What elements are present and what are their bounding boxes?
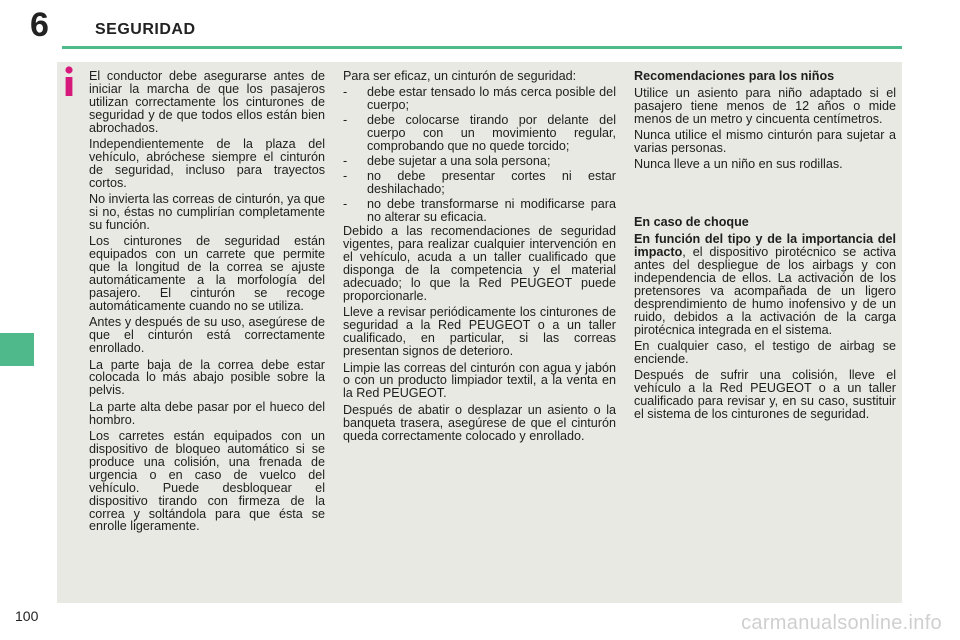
impact-lead-rest: , el dispositivo pirotécnico se activa antes del despliegue de los airbags y con independencia de ellos. La activación de los pretensores va acompañada de un ligero desprendimiento de humo inofensivo y de un ruido, debidos a la activación de la carga pirotécnica integrada en el sistema. <box>634 245 896 337</box>
paragraph: Limpie las correas del cinturón con agua y jabón o con un producto limpiador textil, a la venta en la Red PEUGEOT. <box>343 360 616 401</box>
chapter-side-tab <box>0 333 34 366</box>
column-left <box>89 70 325 537</box>
list-item-text: debe colocarse tirando por delante del cuerpo con un movimiento regular, comprobando que no quede torcido; <box>367 113 616 154</box>
list-item <box>343 86 616 112</box>
chapter-number: 6 <box>30 6 49 44</box>
paragraph: El conductor debe asegurarse antes de iniciar la marcha de que los pasajeros utilizan correctamente los cinturones de seguridad y de que todos ellos están bien abrochados. <box>89 69 325 135</box>
column-right <box>634 70 896 424</box>
requirements-list <box>343 86 616 223</box>
list-item-text: no debe transformarse ni modificarse para no alterar su eficacia. <box>367 196 616 224</box>
list-item-text: debe estar tensado lo más cerca posible del cuerpo; <box>367 85 616 113</box>
paragraph: La parte alta debe pasar por el hueco del hombro. <box>89 399 325 427</box>
paragraph <box>634 233 896 336</box>
paragraph: La parte baja de la correa debe estar colocada lo más abajo posible sobre la pelvis. <box>89 357 325 398</box>
paragraph: Utilice un asiento para niño adaptado si el pasajero tiene menos de 12 años o mide menos de un metro y cincuenta centímetros. <box>634 85 896 126</box>
column-middle <box>343 70 616 446</box>
paragraph: Antes y después de su uso, asegúrese de que el cinturón está correctamente enrollado. <box>89 315 325 356</box>
watermark: carmanualsonline.info <box>741 612 942 634</box>
paragraph: En cualquier caso, el testigo de airbag se enciende. <box>634 339 896 366</box>
list-dash: - <box>343 85 348 100</box>
info-icon <box>59 63 79 99</box>
list-dash: - <box>343 113 348 128</box>
paragraph: Nunca lleve a un niño en sus rodillas. <box>634 157 843 172</box>
header-rule <box>62 46 902 49</box>
paragraph: Lleve a revisar periódicamente los cinturones de seguridad a la Red PEUGEOT o a un taller cualificado, en particular, si las correas presentan signos de deterioro. <box>343 305 616 359</box>
paragraph: Independientemente de la plaza del vehículo, abróchese siempre el cinturón de seguridad, incluso para trayectos cortos. <box>89 137 325 190</box>
paragraph: Después de sufrir una colisión, lleve el vehículo a la Red PEUGEOT o a un taller cualificado para revisar y, en su caso, sustituir el sistema de los cinturones de seguridad. <box>634 368 896 422</box>
paragraph: Debido a las recomendaciones de seguridad vigentes, para realizar cualquier intervención en el vehículo, acuda a un taller cualificado que disponga de la competencia y el material adecuado; lo que la Red PEUGEOT puede proporcionarle. <box>343 224 616 303</box>
list-item <box>343 155 616 168</box>
chapter-title: SEGURIDAD <box>95 21 196 38</box>
paragraph: Nunca utilice el mismo cinturón para sujetar a varias personas. <box>634 128 896 156</box>
paragraph: No invierta las correas de cinturón, ya que si no, éstas no cumplirían completamente su función. <box>89 192 325 232</box>
paragraph: Los cinturones de seguridad están equipados con un carrete que permite que la longitud de la correa se ajuste automáticamente a la morfología del pasajero. El cinturón se recoge automáticamente cuando no se utiliza. <box>89 234 325 313</box>
list-item-text: debe sujetar a una sola persona; <box>367 153 551 168</box>
list-item <box>343 198 616 224</box>
paragraph: Después de abatir o desplazar un asiento o la banqueta trasera, asegúrese de que el cinturón queda correctamente colocado y enrollado. <box>343 402 616 443</box>
impact-heading: En caso de choque <box>634 215 749 230</box>
list-item-text: no debe presentar cortes ni estar deshilachado; <box>367 168 616 196</box>
list-dash: - <box>343 153 348 168</box>
children-heading: Recomendaciones para los niños <box>634 69 835 83</box>
list-dash: - <box>343 196 348 211</box>
list-item <box>343 114 616 153</box>
page-number: 100 <box>15 608 39 624</box>
list-dash: - <box>343 168 348 183</box>
list-item <box>343 170 616 196</box>
list-intro: Para ser eficaz, un cinturón de seguridad: <box>343 69 577 83</box>
impact-lead-bold: En función del tipo y de la importancia del impacto <box>634 232 896 260</box>
paragraph: Los carretes están equipados con un dispositivo de bloqueo automático si se produce una colisión, una frenada de urgencia o en caso de vuelco del vehículo. Puede desbloquear el dispositivo tirando con firmeza de la correa y soltándola para que ésta se enrolle ligeramente. <box>89 429 325 534</box>
